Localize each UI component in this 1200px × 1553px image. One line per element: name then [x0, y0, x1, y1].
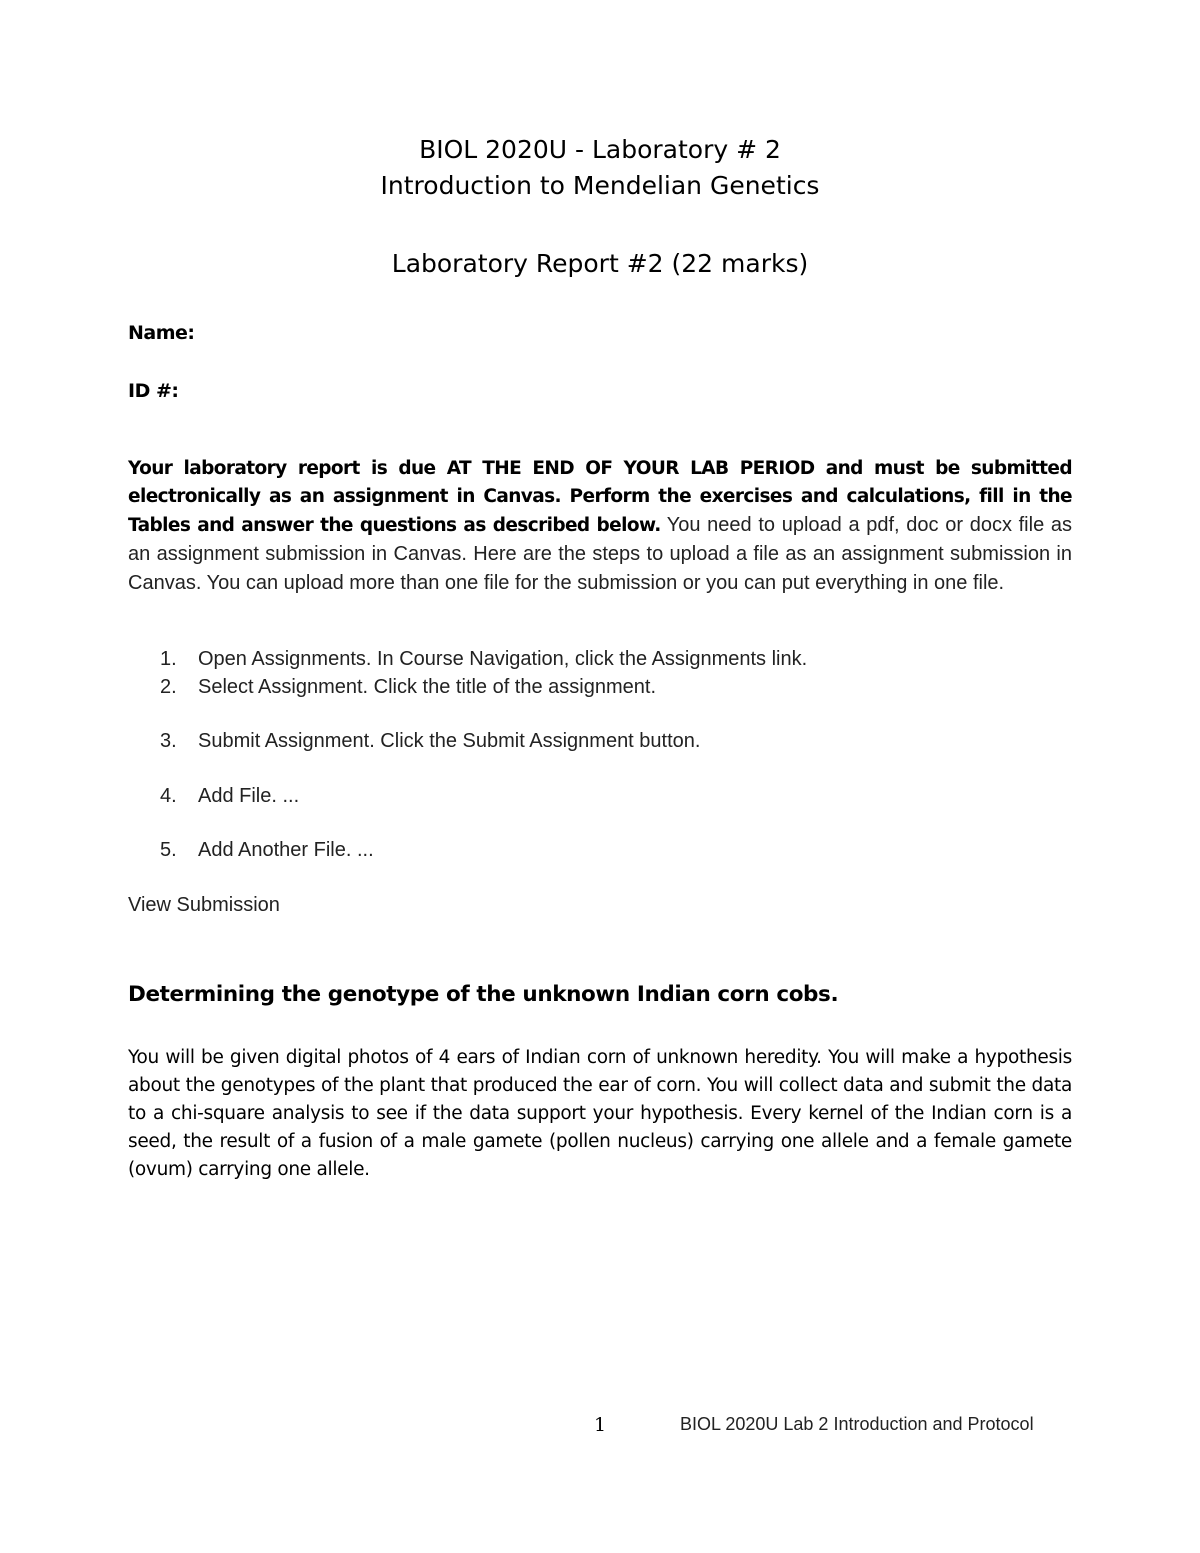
section-paragraph: You will be given digital photos of 4 ears of Indian corn of unknown heredity. You will make a hypothesis about the genotypes of the plant that produced the ear of corn. You will collect data and submit the data to a chi-square analysis to see if the data support your hypothesis. Every kernel of the Indian corn is a seed, the result of a fusion of a male gamete (pollen nucleus) carrying one allele and a female gamete (ovum) carrying one allele.	[128, 1047, 1072, 1180]
step-text: Open Assignments. In Course Navigation, click the Assignments link.	[198, 648, 808, 670]
view-submission-text: View Submission	[128, 894, 280, 916]
running-footer: BIOL 2020U Lab 2 Introduction and Protocol	[680, 1414, 1034, 1434]
intro-paragraph	[128, 455, 1072, 598]
step-number: 3.	[160, 730, 177, 752]
intro-bold-text: Your laboratory report is due AT THE END OF YOUR LAB PERIOD and must be submitted electronically as an assignment in Canvas. Perform the exercises and calculations, fill in the Tables and answer the questions as described below.	[128, 458, 1072, 536]
list-item	[160, 730, 700, 753]
list-item	[160, 676, 656, 699]
id-label: ID #:	[128, 380, 179, 402]
page-number: 1	[594, 1414, 607, 1436]
section-heading: Determining the genotype of the unknown Indian corn cobs.	[128, 982, 839, 1007]
name-label: Name:	[128, 322, 195, 344]
list-item	[160, 648, 807, 671]
intro-normal-text: You need to upload a pdf, doc or docx file as an assignment submission in Canvas. Here are the steps to upload a file as an assignment submission in Canvas. You can upload more than one file for the submission or you can put everything in one file.	[128, 514, 1073, 594]
step-text: Add Another File. ...	[198, 839, 374, 861]
step-text: Submit Assignment. Click the Submit Assignment button.	[198, 730, 701, 752]
step-number: 4.	[160, 785, 177, 807]
report-title: Laboratory Report #2 (22 marks)	[391, 249, 809, 278]
step-text: Add File. ...	[198, 785, 300, 807]
lab-title: Introduction to Mendelian Genetics	[380, 171, 820, 200]
step-number: 2.	[160, 676, 177, 698]
step-number: 5.	[160, 839, 177, 861]
list-item	[160, 839, 374, 862]
course-title: BIOL 2020U - Laboratory # 2	[419, 135, 781, 164]
step-text: Select Assignment. Click the title of the assignment.	[198, 676, 656, 698]
step-number: 1.	[160, 648, 177, 670]
list-item	[160, 785, 299, 808]
